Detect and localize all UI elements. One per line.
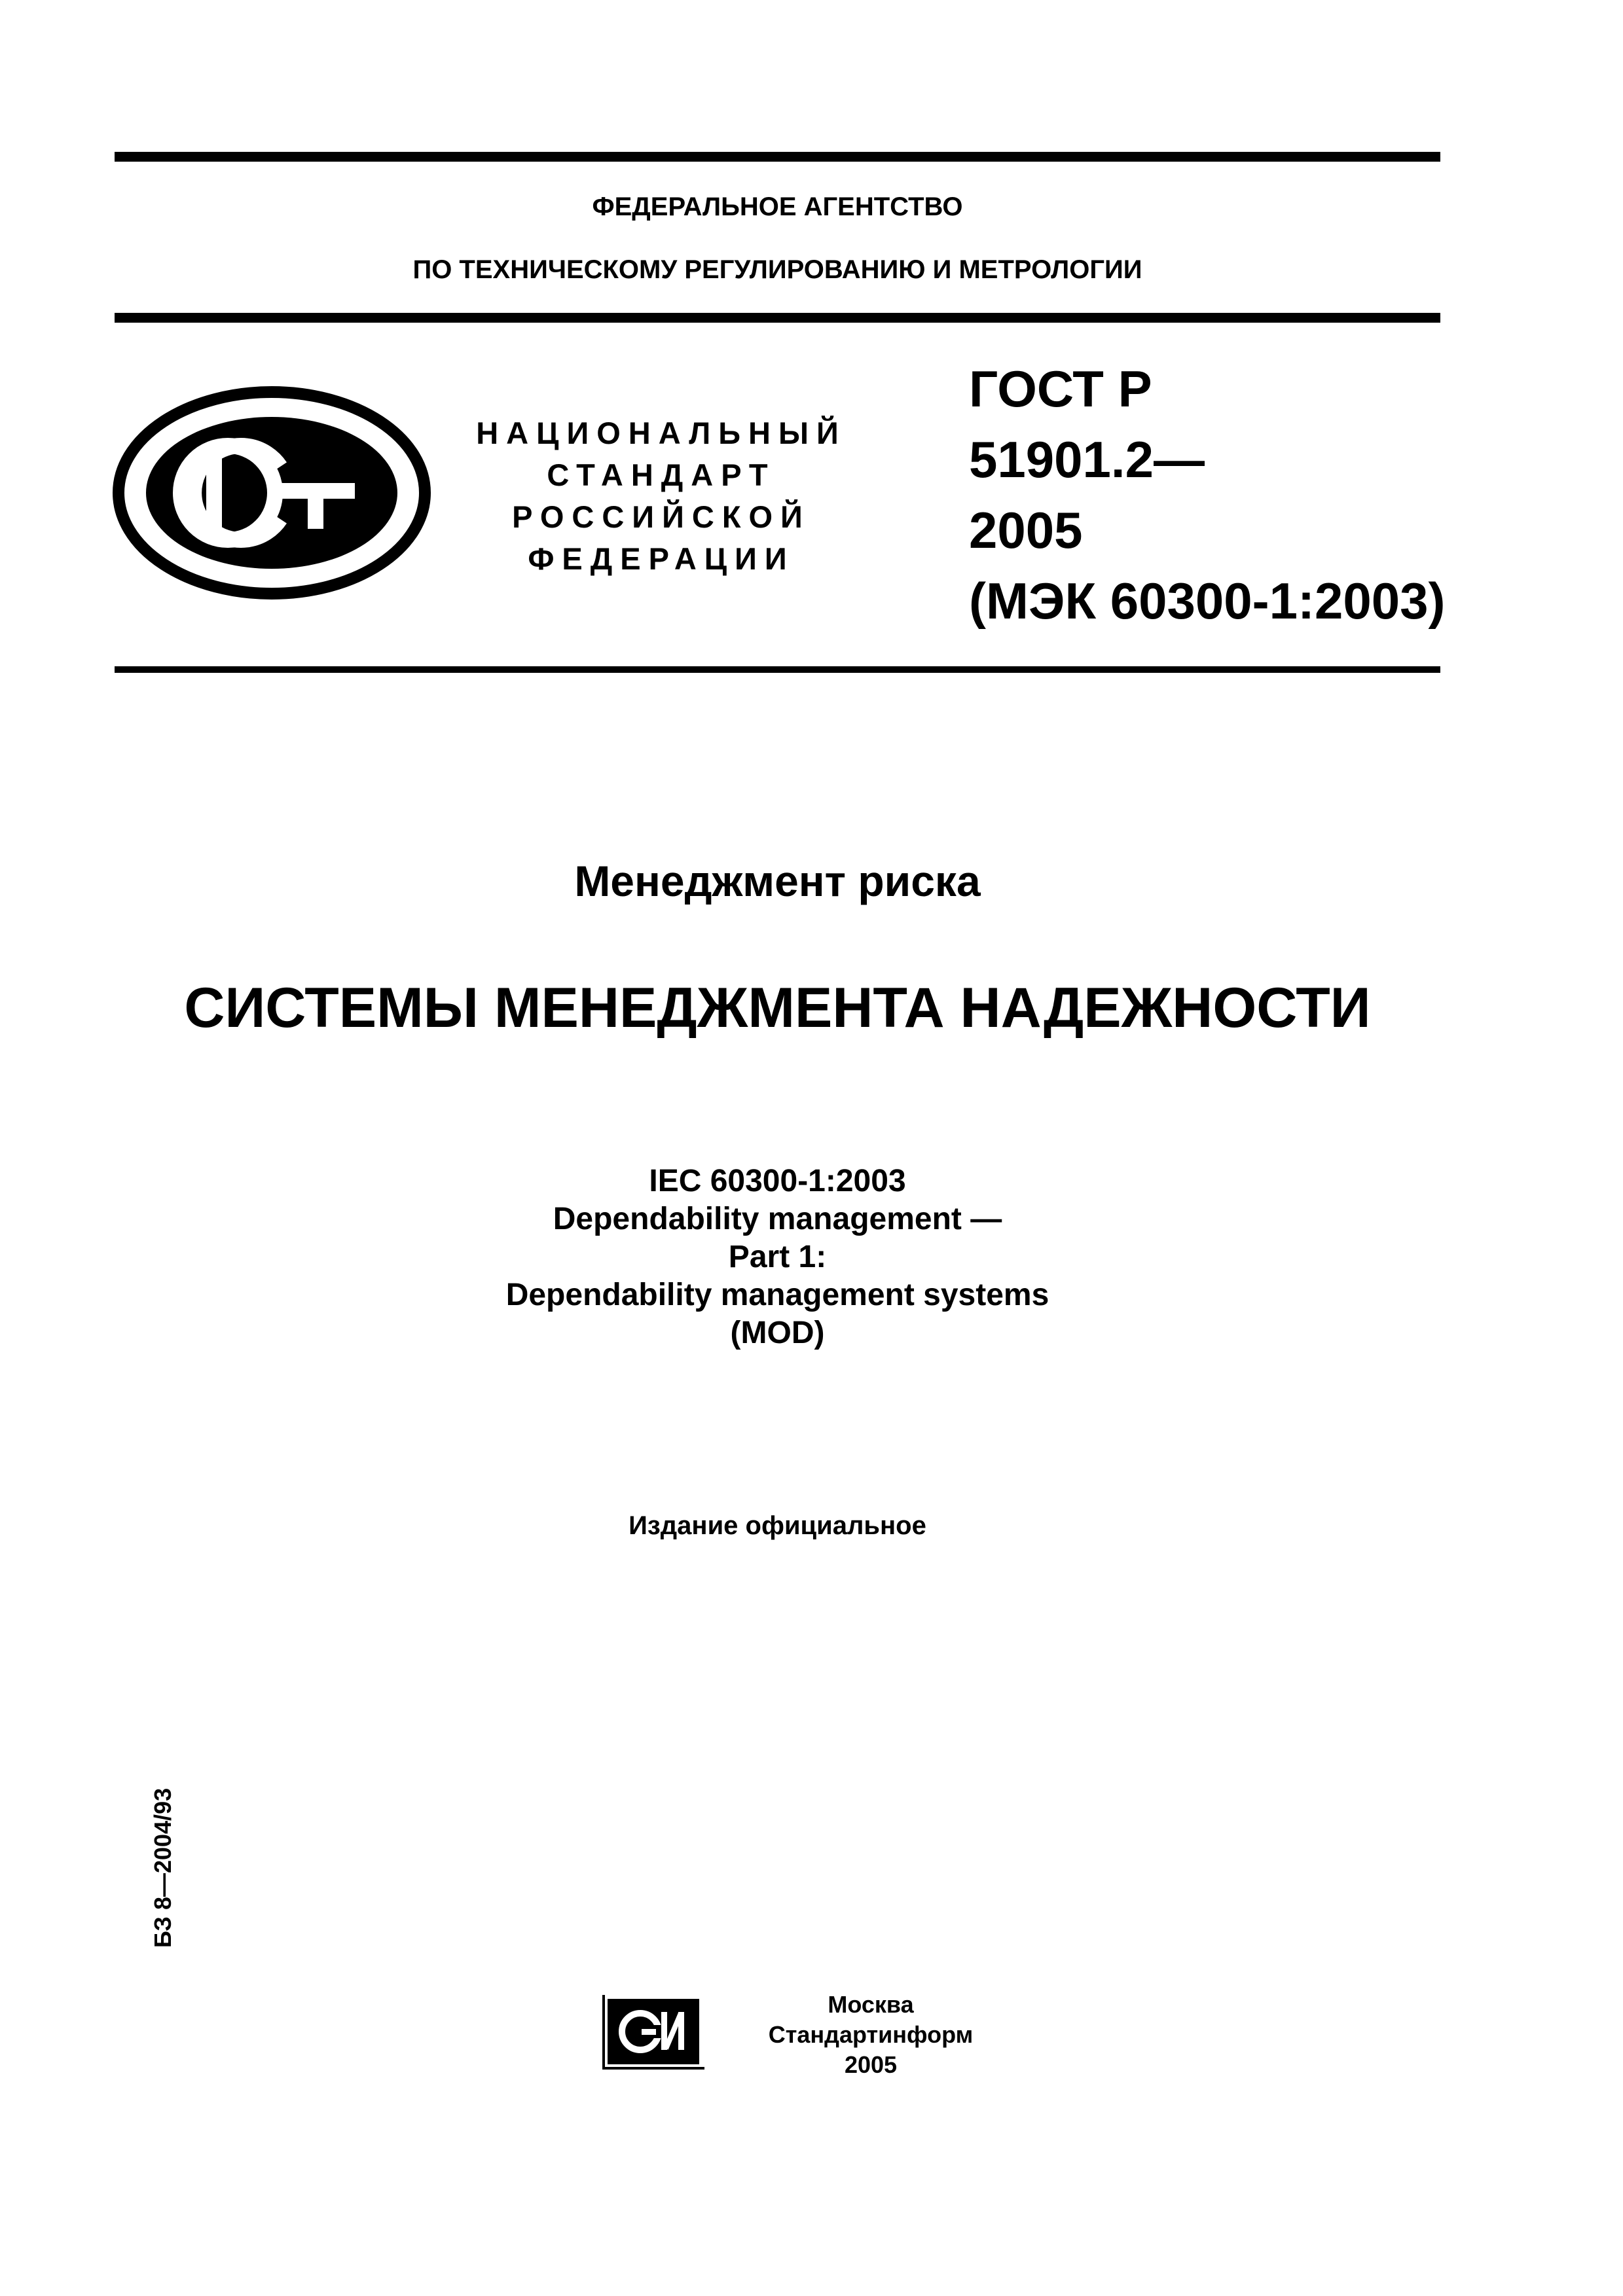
designation-line: 2005 xyxy=(969,501,1083,559)
agency-line-1: ФЕДЕРАЛЬНОЕ АГЕНТСТВО xyxy=(592,192,963,221)
designation-line: 51901.2— xyxy=(969,431,1205,488)
iec-line: Dependability management — xyxy=(553,1202,1002,1236)
top-rule xyxy=(115,152,1440,162)
designation-line: ГОСТ Р xyxy=(969,360,1152,418)
iec-line: IEC 60300-1:2003 xyxy=(649,1164,906,1198)
iec-line: (MOD) xyxy=(730,1316,825,1350)
side-code: БЗ 8—2004/93 xyxy=(149,1787,176,1948)
publisher-line: Стандартинформ xyxy=(768,2021,974,2048)
separator-rule xyxy=(115,666,1440,673)
national-standard-label xyxy=(458,412,864,580)
publisher-block xyxy=(766,1990,976,2080)
iec-line: Part 1: xyxy=(728,1240,827,1274)
national-line: НАЦИОНАЛЬНЫЙ xyxy=(476,416,847,450)
iec-reference xyxy=(115,1162,1440,1352)
document-subtitle: Менеджмент риска xyxy=(574,857,981,905)
document-title: СИСТЕМЫ МЕНЕДЖМЕНТА НАДЕЖНОСТИ xyxy=(184,977,1371,1039)
iec-line: Dependability management systems xyxy=(505,1278,1049,1312)
agency-line-2: ПО ТЕХНИЧЕСКОМУ РЕГУЛИРОВАНИЮ И МЕТРОЛОГИИ xyxy=(412,255,1142,284)
national-line: ФЕДЕРАЦИИ xyxy=(528,541,795,576)
standard-designation xyxy=(969,353,1446,636)
rst-logo-icon xyxy=(111,385,432,601)
header-rule xyxy=(115,313,1440,323)
publisher-line: Москва xyxy=(828,1991,914,2018)
national-line: СТАНДАРТ xyxy=(547,457,776,492)
standartinform-logo-icon xyxy=(601,1994,709,2072)
national-line: РОССИЙСКОЙ xyxy=(512,499,811,534)
publisher-line: 2005 xyxy=(844,2051,898,2078)
designation-line: (МЭК 60300-1:2003) xyxy=(969,572,1446,630)
edition-label: Издание официальное xyxy=(629,1511,926,1540)
